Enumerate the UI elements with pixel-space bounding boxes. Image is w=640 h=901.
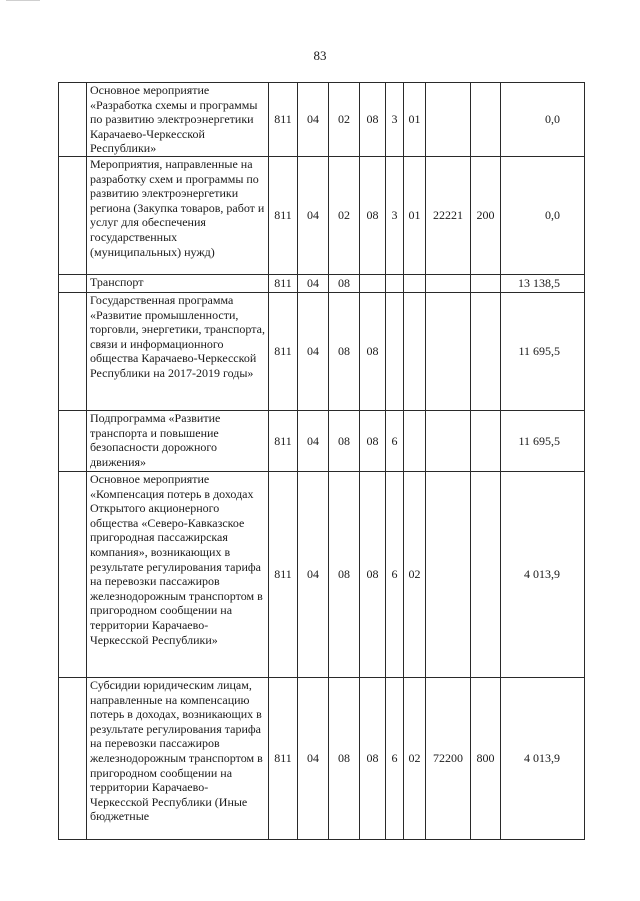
table-row	[59, 275, 585, 293]
direction-code: 72200	[426, 678, 471, 840]
program-code: 08	[360, 157, 386, 275]
subsection-code: 08	[329, 275, 360, 293]
subprogram-code: 3	[386, 83, 404, 157]
subsection-code: 08	[329, 678, 360, 840]
amount: 13 138,5	[501, 275, 585, 293]
section-code: 04	[298, 472, 329, 678]
ministry-code: 811	[269, 678, 298, 840]
section-code: 04	[298, 157, 329, 275]
item-name: Государственная программа «Развитие промышленности, торговли, энергетики, транспорта, связи и информационного общества Карачаево-Черкесской Республики на 2017-2019 годы»	[87, 293, 269, 411]
subprogram-code: 6	[386, 472, 404, 678]
amount: 4 013,9	[501, 678, 585, 840]
section-code: 04	[298, 275, 329, 293]
row-lead-cell	[59, 275, 87, 293]
item-name: Основное мероприятие «Разработка схемы и программы по развитию электроэнергетики Карачаево-Черкесской Республики»	[87, 83, 269, 157]
program-code: 08	[360, 293, 386, 411]
expense-type-code	[471, 83, 501, 157]
subsection-code: 02	[329, 83, 360, 157]
event-code	[404, 411, 426, 472]
amount: 4 013,9	[501, 472, 585, 678]
budget-table	[58, 82, 585, 840]
page-number: 83	[313, 48, 327, 63]
program-code: 08	[360, 678, 386, 840]
subsection-code: 08	[329, 472, 360, 678]
direction-code	[426, 275, 471, 293]
row-lead-cell	[59, 157, 87, 275]
expense-type-code	[471, 293, 501, 411]
subsection-code: 08	[329, 293, 360, 411]
ministry-code: 811	[269, 83, 298, 157]
table-row	[59, 83, 585, 157]
item-name: Субсидии юридическим лицам, направленные на компенсацию потерь в доходах, возникающих в результате регулирования тарифа на перевозки пассажиров железнодорожным транспортом в пригородном сообщении на территории Карачаево-Черкесской Республики (Иные бюджетные	[87, 678, 269, 840]
direction-code	[426, 411, 471, 472]
subprogram-code	[386, 293, 404, 411]
section-code: 04	[298, 83, 329, 157]
subsection-code: 02	[329, 157, 360, 275]
table-row	[59, 293, 585, 411]
table-row	[59, 472, 585, 678]
program-code	[360, 275, 386, 293]
direction-code: 22221	[426, 157, 471, 275]
event-code	[404, 275, 426, 293]
ministry-code: 811	[269, 293, 298, 411]
item-name: Транспорт	[87, 275, 269, 293]
row-lead-cell	[59, 293, 87, 411]
section-code: 04	[298, 678, 329, 840]
event-code: 02	[404, 472, 426, 678]
event-code: 02	[404, 678, 426, 840]
item-name: Подпрограмма «Развитие транспорта и повышение безопасности дорожного движения»	[87, 411, 269, 472]
amount: 0,0	[501, 83, 585, 157]
subsection-code: 08	[329, 411, 360, 472]
item-name: Основное мероприятие «Компенсация потерь в доходах Открытого акционерного общества «Северо-Кавказское пригородная пассажирская компания», возникающих в результате регулирования тарифа на перевозки пассажиров железнодорожным транспортом в пригородном сообщении на территории Карачаево-Черкесской Республики»	[87, 472, 269, 678]
amount: 11 695,5	[501, 293, 585, 411]
row-lead-cell	[59, 472, 87, 678]
item-name: Мероприятия, направленные на разработку схем и программы по развитию электроэнергетики региона (Закупка товаров, работ и услуг для обеспечения государственных (муниципальных) нужд)	[87, 157, 269, 275]
ministry-code: 811	[269, 275, 298, 293]
ministry-code: 811	[269, 472, 298, 678]
subprogram-code: 3	[386, 157, 404, 275]
subprogram-code: 6	[386, 411, 404, 472]
subprogram-code	[386, 275, 404, 293]
section-code: 04	[298, 293, 329, 411]
ministry-code: 811	[269, 411, 298, 472]
program-code: 08	[360, 411, 386, 472]
event-code	[404, 293, 426, 411]
table-row	[59, 157, 585, 275]
table-row	[59, 411, 585, 472]
event-code: 01	[404, 83, 426, 157]
expense-type-code: 800	[471, 678, 501, 840]
ministry-code: 811	[269, 157, 298, 275]
expense-type-code	[471, 472, 501, 678]
amount: 11 695,5	[501, 411, 585, 472]
program-code: 08	[360, 83, 386, 157]
section-code: 04	[298, 411, 329, 472]
row-lead-cell	[59, 411, 87, 472]
expense-type-code: 200	[471, 157, 501, 275]
row-lead-cell	[59, 678, 87, 840]
row-lead-cell	[59, 83, 87, 157]
event-code: 01	[404, 157, 426, 275]
expense-type-code	[471, 411, 501, 472]
expense-type-code	[471, 275, 501, 293]
direction-code	[426, 83, 471, 157]
program-code: 08	[360, 472, 386, 678]
direction-code	[426, 472, 471, 678]
subprogram-code: 6	[386, 678, 404, 840]
direction-code	[426, 293, 471, 411]
table-row	[59, 678, 585, 840]
amount: 0,0	[501, 157, 585, 275]
scan-artifact	[6, 0, 40, 6]
